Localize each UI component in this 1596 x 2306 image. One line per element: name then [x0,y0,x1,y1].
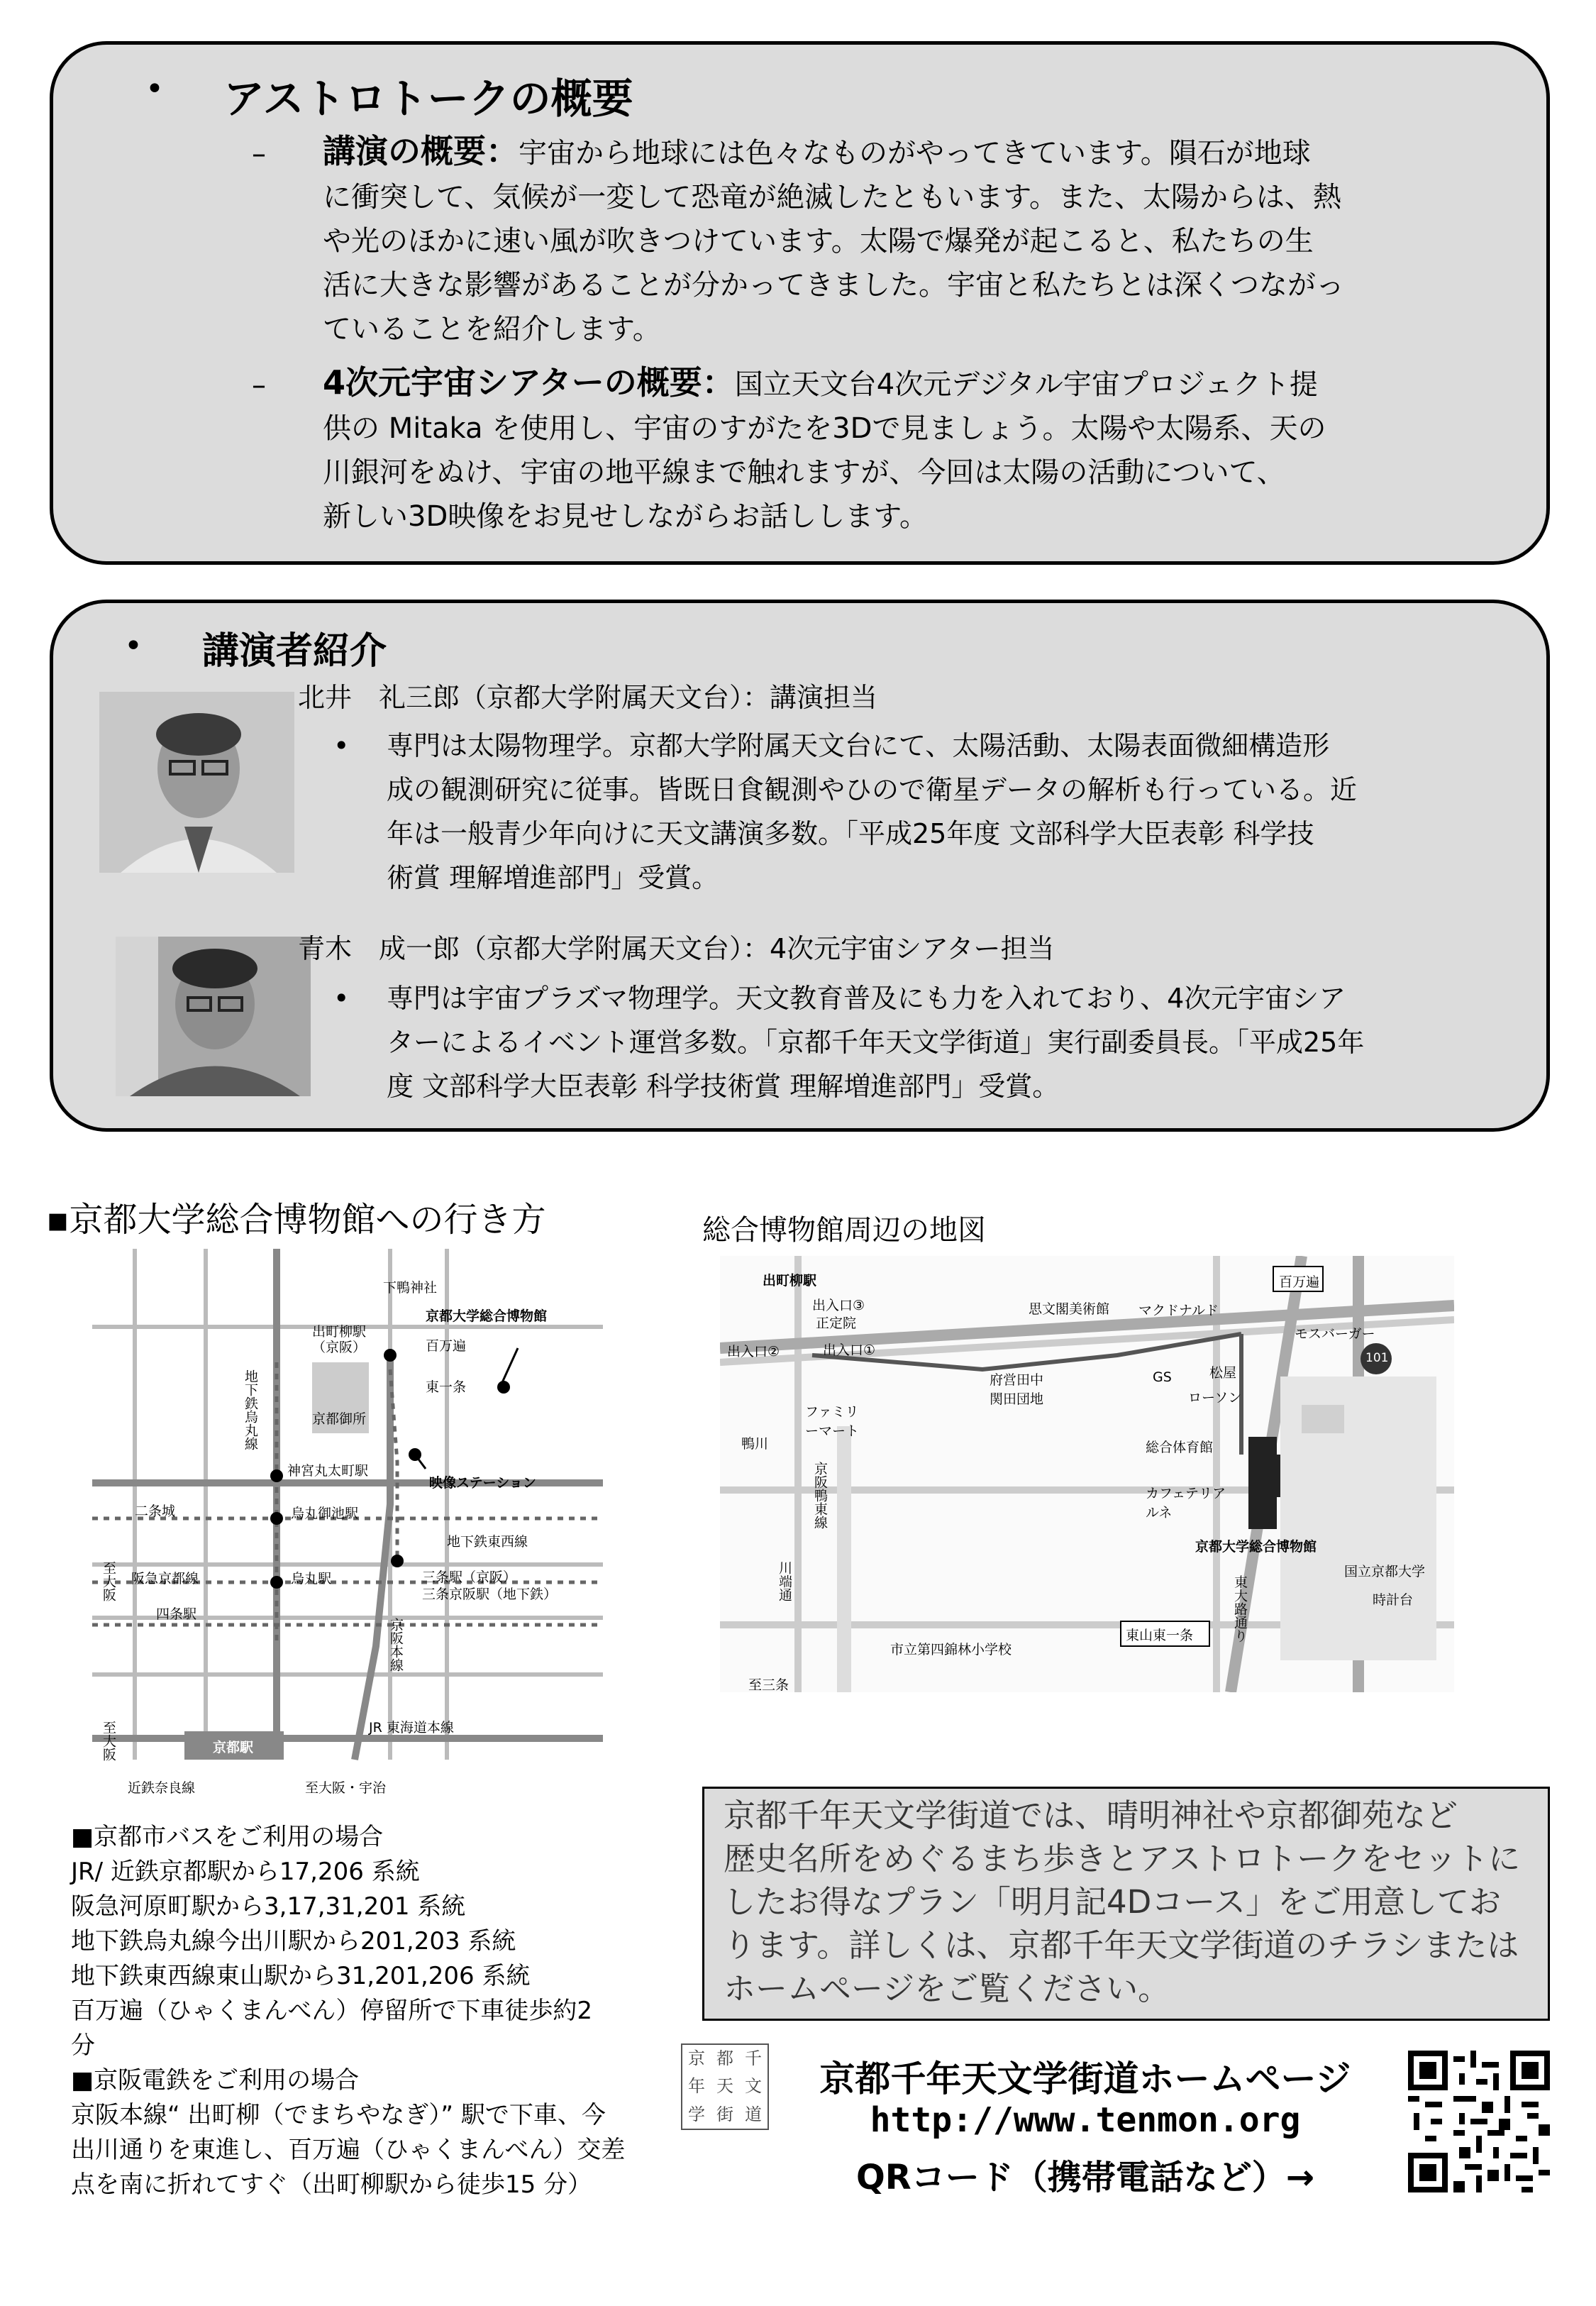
speaker2-bio: 専門は宇宙プラズマ物理学。天文教育普及にも力を入れており、4次元宇宙シア ターによるイベント運営多数。「京都千年天文学街道」実行副委員長。「平成25年 度 文部科学大臣表彰 科学技術賞 理解増進部門」受賞。 [387,983,1365,1102]
area-museum: 京都大学総合博物館 [1195,1539,1317,1555]
route-demachi: 出町柳駅 [312,1324,367,1340]
route-jr: JR 東海道本線 [369,1720,454,1736]
area-mcdonald: マクドナルド [1138,1303,1219,1318]
area-family: ファミリーマート [805,1404,860,1439]
route-higashiichijo: 東一条 [426,1379,467,1395]
route-subway-karasuma: 地下鉄烏丸線 [243,1369,258,1450]
speaker2-name: 青木 成一郎（京都大学附属天文台）：4次元宇宙シアター担当 [298,933,1055,964]
area-mos: モスバーガー [1295,1326,1375,1342]
route-gosho: 京都御所 [312,1411,367,1427]
route-jingu: 神宮丸太町駅 [287,1463,369,1479]
area-map [720,1256,1454,1692]
route-sanjo: 三条駅（京阪） [422,1569,517,1585]
homepage-title: 京都千年天文学街道ホームページ [819,2058,1351,2100]
area-exit3: 出入口③ [812,1298,865,1313]
area-shoden: 正定院 [816,1315,857,1331]
route-to-osaka2: 至大阪 [101,1721,116,1761]
area-sogo: 総合体育館 [1146,1440,1214,1455]
area-exit1: 出入口① [823,1342,876,1358]
route-nijo: 二条城 [135,1504,176,1519]
route-keihan: （京阪） [312,1340,367,1355]
qr-label: QRコード（携帯電話など）→ [856,2158,1314,2197]
logo: 京 都 千 年 天 文 学 街 道 [681,2043,769,2130]
lecture-dash: – [252,138,266,170]
lecture-summary: 講演の概要：宇宙から地球には色々なものがやってきています。隕石が地球 に衝突して、気候が一変して恐竜が絶滅したともいます。また、太陽からは、熱 や光のほかに速い風が吹きつけています。太陽で爆発が起こると、私たちの生 活に大きな影響があることが分かってきました。宇宙と私たちとは深くつながっ ていることを紹介します。 [323,132,1344,346]
area-higashiyama: 東山東一条 [1126,1628,1194,1643]
overview-bullet: • [145,71,164,107]
route-tozai: 地下鉄東西線 [447,1534,528,1550]
area-sanjo: 至三条 [748,1677,789,1693]
area-hyakumanben: 百万遍 [1279,1274,1320,1290]
route-hankyu: 阪急京都線 [131,1571,199,1587]
route-shimogamo: 下鴨神社 [383,1280,438,1296]
access-title: ▪京都大学総合博物館への行き方 [46,1200,546,1240]
area-matsuya: 松屋 [1209,1365,1237,1381]
area-school: 市立第四錦林小学校 [890,1642,1012,1657]
speaker1-name: 北井 礼三郎（京都大学附属天文台）：講演担当 [298,682,878,713]
route-karasumaoike: 烏丸御池駅 [291,1506,359,1521]
area-map-title: 総合博物館周辺の地図 [702,1214,986,1247]
keihan-heading: ■京阪電鉄をご利用の場合 [71,2066,360,2095]
area-observatory: 国立京都大学 [1344,1564,1426,1579]
route-to-osaka-uji: 至大阪・宇治 [305,1780,387,1796]
route-kyoto-st: 京都駅 [213,1740,254,1755]
area-exit2: 出入口② [727,1344,780,1359]
route-museum: 京都大学総合博物館 [426,1308,548,1324]
speaker1-bullet: • [333,730,350,761]
route-keihan-line: 京阪本線 [388,1618,404,1672]
route-kintetsu: 近鉄奈良線 [128,1780,196,1796]
speaker2-bullet: • [333,983,350,1014]
qr-code[interactable] [1408,2051,1550,2192]
route-map [92,1249,603,1809]
speakers-bullet: • [124,628,143,664]
area-shibunkaku: 思文閣美術館 [1029,1301,1110,1317]
info-text: 京都千年天文学街道では、晴明神社や京都御苑など 歴史名所をめぐるまち歩きとアストロトークをセットに したお得なプラン「明月記4Dコース」をご用意してお ります。詳しくは、京都千年天文学街道のチラシまたは ホームページをご覧ください。 [724,1797,1521,2007]
area-gs: GS [1153,1369,1172,1385]
area-keihan: 京阪鴨東線 [812,1462,828,1529]
lecture-label: 講演の概要 [323,132,486,170]
route-karasuma: 烏丸駅 [291,1571,332,1587]
area-cafe: カフェテリアルネ [1146,1486,1226,1521]
speakers-title: 講演者紹介 [202,630,387,673]
route-hyakumanben: 百万遍 [426,1338,467,1354]
area-higashioji: 東大路通り [1232,1575,1248,1643]
area-lawson: ローソン [1188,1390,1242,1406]
speaker1-bio: 専門は太陽物理学。京都大学附属天文台にて、太陽活動、太陽表面微細構造形 成の観測研究に従事。皆既日食観測やひので衛星データの解析も行っている。近 年は一般青少年向けに天文講演多数。「平成25年度 文部科学大臣表彰 科学技 術賞 理解増進部門」受賞。 [387,730,1358,893]
area-r101: 101 [1365,1351,1389,1365]
area-fuchu: 府営田中関田団地 [990,1372,1044,1407]
bus-heading: ■京都市バスをご利用の場合 [71,1823,384,1851]
directions: ■京都市バスをご利用の場合 JR/ 近鉄京都駅から17,206 系統 阪急河原町駅から3,17,31,201 系統 地下鉄烏丸線今出川駅から201,203 系統 地下鉄東西線東山駅から31,201,206 系統 百万遍（ひゃくまんべん）停留所で下車徒歩約2 分 ■京阪電鉄をご利用の場合 京阪本線“ 出町柳（でまちやなぎ）” 駅で下車、今 出川通りを東進し、百万遍（ひゃくまんべん）交差 点を南に折れてすぐ（出町柳駅から徒歩15 分） [71,1820,688,2202]
speaker2-photo [116,937,311,1096]
theater-summary: 4次元宇宙シアターの概要：国立天文台4次元デジタル宇宙プロジェクト提 供の Mitaka を使用し、宇宙のすがたを3Dで見ましょう。太陽や太陽系、天の 川銀河をぬけ、宇宙の地平線まで触れますが、今回は太陽の活動について、 新しい3D映像をお見せしながらお話しします。 [323,363,1326,533]
area-demachi: 出町柳駅 [763,1273,817,1289]
area-kawabata: 川端通 [777,1561,792,1601]
theater-label: 4次元宇宙シアターの概要 [323,363,702,402]
route-to-osaka: 至大阪 [101,1561,116,1601]
area-kamo: 鴨川 [741,1436,769,1452]
route-shijo: 四条駅 [156,1606,197,1622]
theater-dash: – [252,369,266,402]
route-eizo: 映像ステーション [429,1475,536,1491]
area-clock: 時計台 [1373,1592,1414,1608]
overview-title: アストロトークの概要 [223,75,633,123]
route-sanjo-keihan: 三条京阪駅（地下鉄） [422,1587,558,1602]
speaker1-photo [99,692,294,873]
homepage-url[interactable]: http://www.tenmon.org [870,2100,1301,2140]
